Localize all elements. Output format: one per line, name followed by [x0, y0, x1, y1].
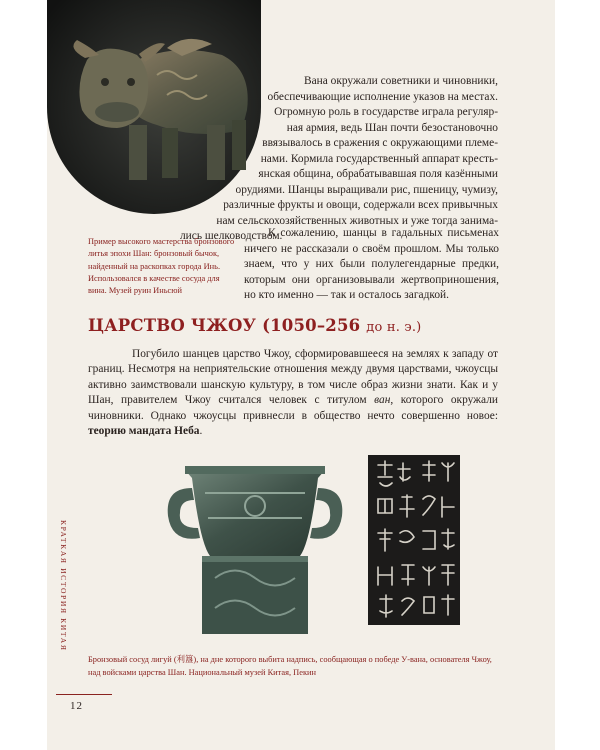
bronze-vessel-photo	[160, 458, 350, 638]
section-body	[88, 347, 498, 439]
section-body-text	[88, 347, 498, 439]
paragraph-top-line: ввязывалось в сражения с окружающими племе-	[262, 137, 498, 149]
body-middle: , которого окружали чиновники. Однако чжоусцы привнесли в общество нечто совершенно новое:	[88, 394, 498, 422]
paragraph-top-line: лись шелководством.	[180, 230, 283, 242]
section-title	[88, 316, 421, 335]
inscription-rubbing	[368, 455, 460, 625]
paragraph-top-line: нам сельскохозяйственных животных и уже тогда занима-	[216, 214, 498, 227]
paragraph-top-line: Огромную роль в государстве играла регуляр-	[274, 106, 498, 118]
paragraph-top-line: орудиями. Шанцы выращивали рис, пшеницу, чумизу,	[235, 183, 498, 196]
side-rule-divider	[56, 694, 112, 695]
paragraph-top-line: различные фрукты и овощи, содержали всех привычных	[223, 199, 498, 211]
section-title-suffix: до н. э.)	[366, 320, 422, 335]
body-end: .	[199, 425, 203, 438]
paragraph-top-line: Вана окружали советники и чиновники,	[304, 75, 498, 87]
paragraph-second-text: К сожалению, шанцы в гадальных письменах ничего не рассказали о своём прошлом. Мы только знаем, что у них были полулегендарные предки, которым они организовывали жертвоприношения, но кто именно — так и осталось загадкой.	[244, 227, 499, 301]
page-number: 12	[70, 700, 83, 712]
paragraph-top-line: янская община, обрабатывавшая поля казёнными	[258, 168, 498, 180]
body-bold: теорию мандата Неба	[88, 425, 200, 438]
running-header-side: КРАТКАЯ ИСТОРИЯ КИТАЯ	[59, 520, 68, 652]
paragraph-top-line: нами. Кормила государственный аппарат кресть-	[260, 152, 498, 165]
section-title-main: ЦАРСТВО ЧЖОУ (1050–256	[88, 316, 361, 335]
paragraph-second	[244, 226, 499, 304]
paragraph-top-line: ная армия, ведь Шан почти безостановочно	[286, 121, 498, 134]
body-italic: ван	[374, 394, 391, 407]
body-start: Погубило шанцев царство Чжоу, сформировавшееся на землях к западу от границ. Несмотря на неприятельские отношения между двумя царствами, чжоусцы активно заимствовали шанскую культуру, в том числе образ жизни знати. Как и у Шан, правителем Чжоу считался человек с титулом	[88, 348, 498, 407]
paragraph-top	[160, 74, 498, 245]
paragraph-top-line: обеспечивающие исполнение указов на местах.	[267, 90, 498, 103]
caption-top: Пример высокого мастерства бронзового литья эпохи Шан: бронзовый бычок, найденный на раскопках города Инь. Использовался в качестве сосуда для вина. Музей руин Иньсюй	[88, 237, 235, 296]
caption-bottom: Бронзовый сосуд лигуй (利簋), на дне которого выбита надпись, сообщающая о победе У-вана, основателя Чжоу, над войсками царства Шан. Национальный музей Китая, Пекин	[88, 655, 492, 677]
